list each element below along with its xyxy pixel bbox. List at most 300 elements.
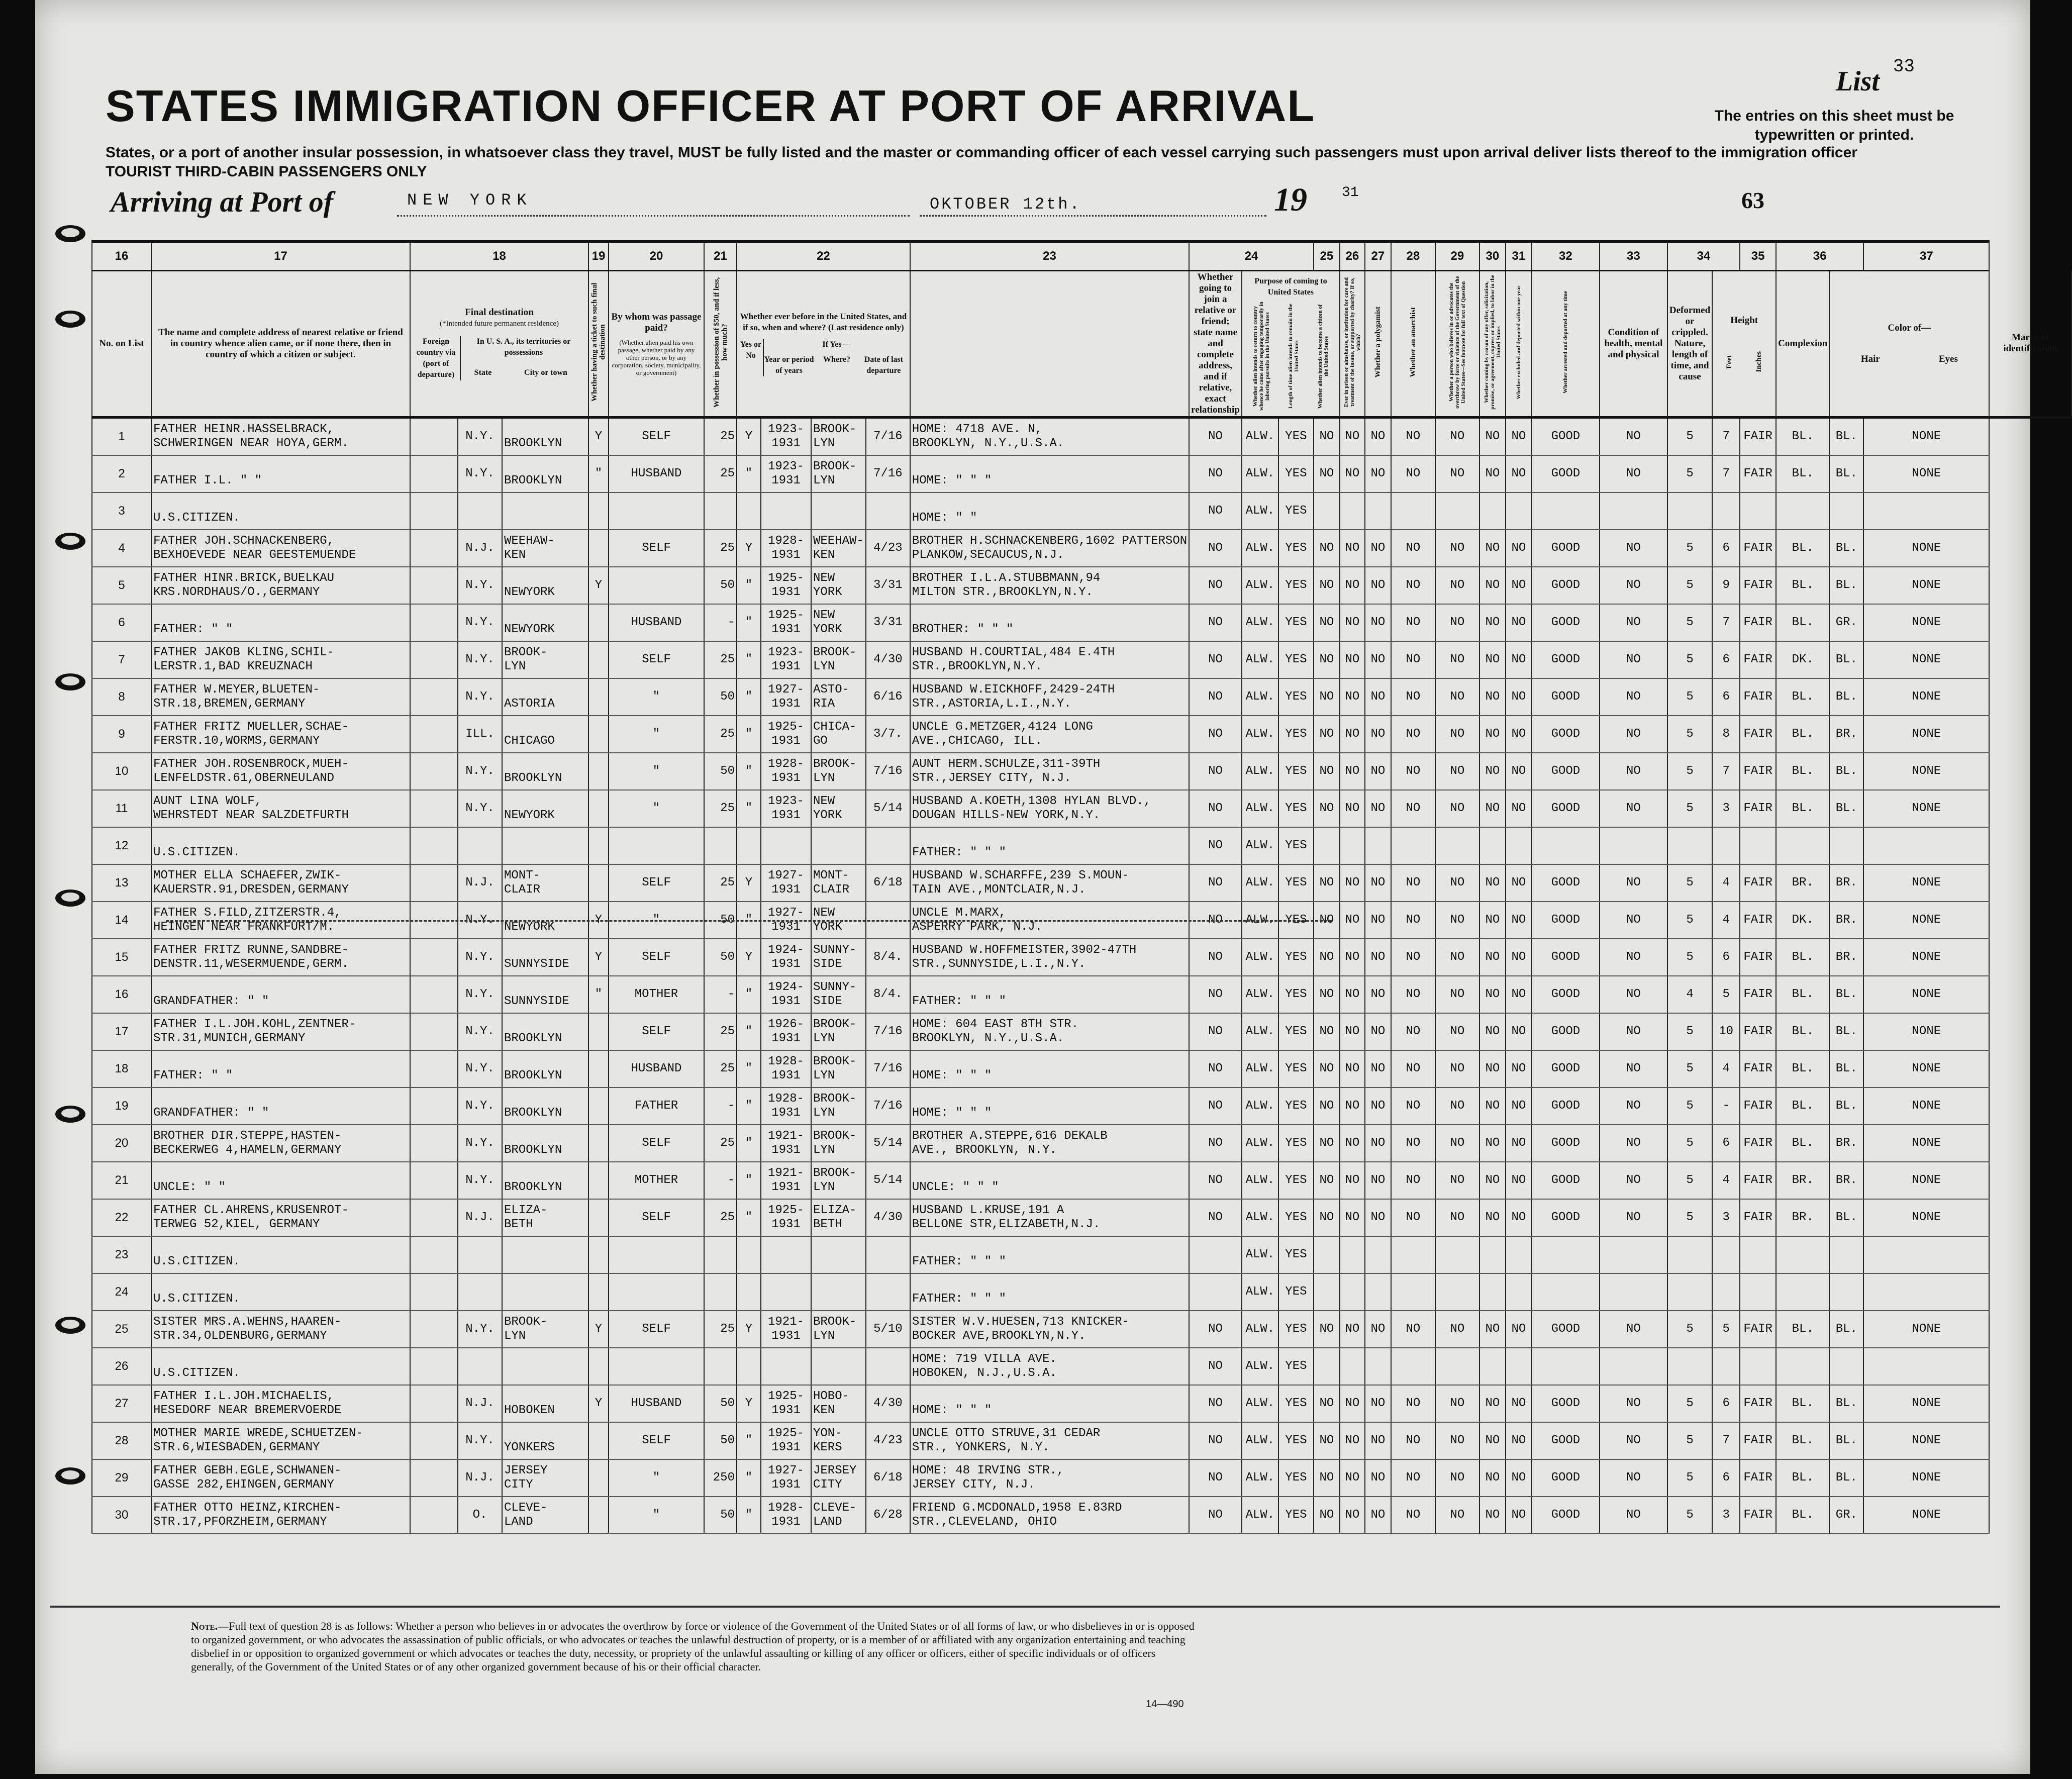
passage-paid-by-cell: FATHER bbox=[609, 1088, 704, 1125]
marks-cell: NONE bbox=[1863, 1050, 1989, 1088]
purpose-citizen-cell: YES bbox=[1278, 1385, 1314, 1422]
year-period-cell bbox=[761, 939, 811, 976]
year-period-line-1: 1923- bbox=[767, 423, 804, 436]
passage-paid-by-cell: " bbox=[609, 678, 704, 716]
year-period-line-1: 1921- bbox=[767, 1166, 804, 1180]
before-yes-no-cell bbox=[737, 1348, 761, 1385]
table-row bbox=[92, 641, 2071, 678]
money-cell: - bbox=[704, 976, 737, 1013]
strike-through-line bbox=[166, 920, 1332, 922]
q29-cell: NO bbox=[1435, 1162, 1479, 1199]
date-departure-cell: 7/16 bbox=[866, 455, 910, 492]
joining-relative-cell bbox=[910, 827, 1189, 864]
date-departure-cell: 5/14 bbox=[866, 790, 910, 827]
marks-cell: NONE bbox=[1863, 1162, 1989, 1199]
year-period-cell bbox=[761, 716, 811, 753]
marks-cell: NONE bbox=[1863, 976, 1989, 1013]
ticket-cell bbox=[588, 1422, 609, 1459]
where-line-2 bbox=[813, 1366, 864, 1380]
where-line-2: KEN bbox=[813, 1404, 835, 1417]
date-departure-cell: 4/30 bbox=[866, 1385, 910, 1422]
city-cell bbox=[502, 1236, 588, 1273]
complexion-cell: FAIR bbox=[1740, 1385, 1776, 1422]
relative-address-line-2: KAUERSTR.91,DRESDEN,GERMANY bbox=[153, 883, 349, 897]
joining-relative-line-2: STR.,BROOKLYN,N.Y. bbox=[912, 660, 1043, 673]
where-cell bbox=[811, 1088, 866, 1125]
state-cell: N.Y. bbox=[458, 455, 502, 492]
purpose-citizen-cell: YES bbox=[1278, 1125, 1314, 1162]
year-period-line-1: 1925- bbox=[767, 609, 804, 622]
before-yes-no-cell: " bbox=[737, 1422, 761, 1459]
table-row bbox=[92, 827, 2071, 864]
height-inches-cell: 7 bbox=[1712, 418, 1740, 456]
ticket-cell bbox=[588, 1236, 609, 1273]
health-cell: GOOD bbox=[1532, 418, 1600, 456]
relative-address-cell bbox=[151, 1013, 410, 1050]
marks-cell bbox=[1863, 1273, 1989, 1311]
row-number-cell: 10 bbox=[92, 753, 151, 790]
height-inches-cell: 4 bbox=[1712, 1050, 1740, 1088]
joining-relative-line-2: HOME: " " " bbox=[912, 1404, 992, 1417]
foreign-country-cell bbox=[410, 1459, 458, 1497]
eyes-cell: BL. bbox=[1829, 1385, 1863, 1422]
foreign-country-cell bbox=[410, 753, 458, 790]
purpose-length-cell: ALW. bbox=[1242, 492, 1278, 530]
hair-cell bbox=[1776, 1348, 1829, 1385]
year-period-line-1: 1924- bbox=[767, 943, 804, 957]
height-label: Height bbox=[1730, 315, 1758, 326]
date-departure-cell: 8/4. bbox=[866, 976, 910, 1013]
foreign-country-cell bbox=[410, 716, 458, 753]
joining-relative-line-2: FATHER: " " " bbox=[912, 995, 1007, 1008]
marks-cell: NONE bbox=[1863, 1125, 1989, 1162]
relative-address-line-2: BECKERWEG 4,HAMELN,GERMANY bbox=[153, 1143, 342, 1157]
state-cell bbox=[458, 1236, 502, 1273]
q29-cell: NO bbox=[1435, 716, 1479, 753]
passage-paid-by-cell: SELF bbox=[609, 1199, 704, 1236]
prison-cell: NO bbox=[1314, 716, 1340, 753]
foreign-country-cell bbox=[410, 1162, 458, 1199]
where-line-2 bbox=[813, 846, 864, 860]
city-cell bbox=[502, 939, 588, 976]
where-line-2: LYN bbox=[813, 437, 835, 450]
q28-cell: NO bbox=[1391, 1199, 1435, 1236]
anarchist-cell: NO bbox=[1365, 1162, 1391, 1199]
header-state: State bbox=[474, 368, 492, 377]
list-label: List bbox=[1835, 66, 1880, 97]
city-cell bbox=[502, 1422, 588, 1459]
state-cell: N.Y. bbox=[458, 678, 502, 716]
joining-relative-cell bbox=[910, 1311, 1189, 1348]
where-line-1: MONT- bbox=[813, 869, 850, 882]
passage-paid-by-cell: SELF bbox=[609, 1013, 704, 1050]
purpose-length-cell: ALW. bbox=[1242, 1050, 1278, 1088]
purpose-length-cell: ALW. bbox=[1242, 939, 1278, 976]
q31-cell: NO bbox=[1506, 604, 1532, 641]
height-feet-cell: 5 bbox=[1667, 864, 1712, 902]
marks-cell: NONE bbox=[1863, 1385, 1989, 1422]
relative-address-cell bbox=[151, 1236, 410, 1273]
eyes-cell: BL. bbox=[1829, 1199, 1863, 1236]
joining-relative-line-1: HOME: 4718 AVE. N, bbox=[912, 423, 1043, 436]
table-row bbox=[92, 1236, 2071, 1273]
city-line-2: BROOKLYN bbox=[504, 1032, 562, 1045]
relative-address-line-1: FATHER W.MEYER,BLUETEN- bbox=[153, 683, 320, 697]
year-period-cell bbox=[761, 418, 811, 456]
foreign-country-cell bbox=[410, 1422, 458, 1459]
year-period-line-1: 1927- bbox=[767, 1464, 804, 1477]
marks-cell: NONE bbox=[1863, 1459, 1989, 1497]
relative-address-line-2: HEINGEN NEAR FRANKFURT/M. bbox=[153, 920, 335, 934]
q30-label: Whether excluded and deported within one year bbox=[1515, 285, 1522, 400]
year-period-cell bbox=[761, 1050, 811, 1088]
where-cell bbox=[811, 641, 866, 678]
passage-paid-by-cell: " bbox=[609, 753, 704, 790]
relative-address-line-1: FATHER I.L.JOH.MICHAELIS, bbox=[153, 1390, 335, 1403]
q29-cell: NO bbox=[1435, 1497, 1479, 1534]
q29-cell: NO bbox=[1435, 1199, 1479, 1236]
joining-relative-line-2: JERSEY CITY, N.J. bbox=[912, 1478, 1035, 1492]
height-inches-cell bbox=[1712, 1273, 1740, 1311]
prison-cell: NO bbox=[1314, 455, 1340, 492]
purpose-return-cell bbox=[1189, 1236, 1242, 1273]
height-inches-cell: 4 bbox=[1712, 864, 1740, 902]
year-period-line-1: 1923- bbox=[767, 460, 804, 473]
health-cell bbox=[1532, 1273, 1600, 1311]
table-row bbox=[92, 1273, 2071, 1311]
where-cell bbox=[811, 1013, 866, 1050]
height-feet-cell: 5 bbox=[1667, 1088, 1712, 1125]
q28-cell: NO bbox=[1391, 530, 1435, 567]
polygamist-cell bbox=[1340, 1236, 1365, 1273]
deformed-cell: NO bbox=[1600, 1050, 1667, 1088]
q29-cell: NO bbox=[1435, 1125, 1479, 1162]
passage-paid-by-cell: SELF bbox=[609, 1311, 704, 1348]
colnum: 37 bbox=[1863, 242, 1989, 271]
height-feet-cell bbox=[1667, 827, 1712, 864]
year-period-line-2 bbox=[763, 511, 809, 525]
marks-cell: NONE bbox=[1863, 716, 1989, 753]
relative-address-line-1: FATHER JAKOB KLING,SCHIL- bbox=[153, 646, 335, 659]
passage-paid-by-cell: MOTHER bbox=[609, 976, 704, 1013]
passage-paid-by-cell: MOTHER bbox=[609, 1162, 704, 1199]
state-cell: N.Y. bbox=[458, 418, 502, 456]
q28-cell bbox=[1391, 1236, 1435, 1273]
polygamist-cell bbox=[1340, 1273, 1365, 1311]
q29-cell bbox=[1435, 492, 1479, 530]
relative-address-line-1 bbox=[153, 980, 408, 995]
health-cell: GOOD bbox=[1532, 1162, 1600, 1199]
purpose-return-cell: NO bbox=[1189, 827, 1242, 864]
relative-address-line-1 bbox=[153, 609, 408, 623]
q28-cell: NO bbox=[1391, 1125, 1435, 1162]
year-period-cell bbox=[761, 678, 811, 716]
prison-cell: NO bbox=[1314, 418, 1340, 456]
passage-paid-by-cell: HUSBAND bbox=[609, 604, 704, 641]
year-period-line-2: 1931 bbox=[771, 1106, 801, 1120]
prison-cell: NO bbox=[1314, 1125, 1340, 1162]
header-in-usa: In U. S. A., its territories or possessions bbox=[476, 337, 571, 357]
relative-address-line-1 bbox=[153, 1278, 408, 1292]
where-line-1: CHICA- bbox=[813, 720, 857, 734]
purpose-length-cell: ALW. bbox=[1242, 1385, 1278, 1422]
year-period-line-2: 1931 bbox=[771, 548, 801, 562]
relative-address-line-2: U.S.CITIZEN. bbox=[153, 511, 240, 525]
where-line-1: BROOK- bbox=[813, 757, 857, 771]
relative-address-line-2: STR.17,PFORZHEIM,GERMANY bbox=[153, 1515, 327, 1529]
q29-cell: NO bbox=[1435, 641, 1479, 678]
joining-relative-line-2: HOME: " " " bbox=[912, 1106, 992, 1120]
before-yes-no-cell: Y bbox=[737, 864, 761, 902]
relative-address-line-1: AUNT LINA WOLF, bbox=[153, 795, 262, 808]
foreign-country-cell bbox=[410, 864, 458, 902]
joining-relative-cell bbox=[910, 864, 1189, 902]
ticket-cell bbox=[588, 1050, 609, 1088]
year-period-line-1 bbox=[763, 497, 809, 511]
purpose-return-cell: NO bbox=[1189, 1125, 1242, 1162]
marks-cell: NONE bbox=[1863, 641, 1989, 678]
health-cell: GOOD bbox=[1532, 1088, 1600, 1125]
eyes-cell: GR. bbox=[1829, 1497, 1863, 1534]
marks-cell: NONE bbox=[1863, 678, 1989, 716]
date-departure-cell: 6/28 bbox=[866, 1497, 910, 1534]
where-line-2: LYN bbox=[813, 1180, 835, 1194]
prison-cell: NO bbox=[1314, 902, 1340, 939]
joining-relative-line-1 bbox=[912, 832, 1187, 846]
where-cell bbox=[811, 492, 866, 530]
foreign-country-cell bbox=[410, 976, 458, 1013]
state-cell: N.J. bbox=[458, 1385, 502, 1422]
q29-cell: NO bbox=[1435, 1422, 1479, 1459]
height-inches-cell: 3 bbox=[1712, 1497, 1740, 1534]
column-number-row bbox=[92, 242, 2071, 271]
height-feet-cell bbox=[1667, 1273, 1712, 1311]
prison-cell bbox=[1314, 1348, 1340, 1385]
row-number-cell: 27 bbox=[92, 1385, 151, 1422]
purpose-length-cell: ALW. bbox=[1242, 1162, 1278, 1199]
table-row bbox=[92, 1125, 2071, 1162]
colnum: 36 bbox=[1776, 242, 1863, 271]
joining-relative-line-2: BROTHER: " " " bbox=[912, 623, 1014, 636]
city-cell bbox=[502, 567, 588, 604]
year-period-line-2: 1931 bbox=[771, 585, 801, 599]
passage-paid-by-cell bbox=[609, 1236, 704, 1273]
city-line-1 bbox=[504, 757, 586, 771]
q30-cell bbox=[1479, 492, 1506, 530]
relative-address-line-1: FATHER HEINR.HASSELBRACK, bbox=[153, 423, 335, 436]
where-line-2: LYN bbox=[813, 1032, 835, 1045]
foreign-country-cell bbox=[410, 827, 458, 864]
purpose-length-cell: ALW. bbox=[1242, 790, 1278, 827]
where-line-1: BROOK- bbox=[813, 1018, 857, 1031]
eyes-cell: BR. bbox=[1829, 716, 1863, 753]
year-period-line-1: 1928- bbox=[767, 1055, 804, 1068]
year-period-line-2: 1931 bbox=[771, 1329, 801, 1343]
purpose-return-cell: NO bbox=[1189, 790, 1242, 827]
where-cell bbox=[811, 1311, 866, 1348]
city-cell bbox=[502, 641, 588, 678]
eyes-cell: BR. bbox=[1829, 939, 1863, 976]
table-row bbox=[92, 716, 2071, 753]
q29-cell: NO bbox=[1435, 1459, 1479, 1497]
colnum: 22 bbox=[737, 242, 910, 271]
height-feet-cell: 5 bbox=[1667, 604, 1712, 641]
deformed-cell: NO bbox=[1600, 939, 1667, 976]
state-cell bbox=[458, 827, 502, 864]
purpose-citizen-cell: YES bbox=[1278, 1459, 1314, 1497]
city-line-1 bbox=[504, 1129, 586, 1143]
relative-address-cell bbox=[151, 1385, 410, 1422]
state-cell: N.Y. bbox=[458, 1050, 502, 1088]
where-line-2: KERS bbox=[813, 1441, 842, 1454]
hair-cell: BL. bbox=[1776, 753, 1829, 790]
eyes-cell: BL. bbox=[1829, 567, 1863, 604]
money-cell bbox=[704, 1348, 737, 1385]
city-cell bbox=[502, 1348, 588, 1385]
height-feet-cell: 5 bbox=[1667, 1199, 1712, 1236]
health-cell: GOOD bbox=[1532, 1497, 1600, 1534]
joining-relative-line-2: ASPERRY PARK, N.J. bbox=[912, 920, 1043, 934]
table-row bbox=[92, 678, 2071, 716]
relative-address-line-2: KRS.NORDHAUS/O.,GERMANY bbox=[153, 585, 320, 599]
q31-cell: NO bbox=[1506, 976, 1532, 1013]
city-line-2: CHICAGO bbox=[504, 734, 555, 748]
relative-address-cell bbox=[151, 1088, 410, 1125]
colnum: 30 bbox=[1479, 242, 1506, 271]
city-line-1: BROOK- bbox=[504, 1315, 548, 1329]
foreign-country-cell bbox=[410, 1050, 458, 1088]
city-line-2: BROOKLYN bbox=[504, 771, 562, 785]
deformed-cell bbox=[1600, 1348, 1667, 1385]
city-line-1 bbox=[504, 1092, 586, 1106]
state-cell: N.Y. bbox=[458, 939, 502, 976]
anarchist-cell: NO bbox=[1365, 1013, 1391, 1050]
city-cell bbox=[502, 716, 588, 753]
year-period-cell bbox=[761, 1459, 811, 1497]
health-cell bbox=[1532, 1236, 1600, 1273]
where-line-2: LYN bbox=[813, 660, 835, 673]
state-cell: N.J. bbox=[458, 530, 502, 567]
deformed-cell: NO bbox=[1600, 641, 1667, 678]
purpose-citizen-cell: YES bbox=[1278, 1497, 1314, 1534]
row-number-cell: 23 bbox=[92, 1236, 151, 1273]
year-period-line-2: 1931 bbox=[771, 1404, 801, 1417]
city-cell bbox=[502, 530, 588, 567]
header-purpose bbox=[1242, 271, 1340, 418]
header-year-period: Year or period of years bbox=[764, 355, 814, 375]
header-yes-no: Yes or No bbox=[740, 340, 762, 360]
colnum: 23 bbox=[910, 242, 1189, 271]
relative-address-cell bbox=[151, 1459, 410, 1497]
deformed-cell: NO bbox=[1600, 902, 1667, 939]
table-row bbox=[92, 1311, 2071, 1348]
year-period-line-2: 1931 bbox=[771, 957, 801, 971]
polygamist-cell: NO bbox=[1340, 1013, 1365, 1050]
foreign-country-cell bbox=[410, 1088, 458, 1125]
state-cell: N.Y. bbox=[458, 641, 502, 678]
year-period-line-2: 1931 bbox=[771, 660, 801, 673]
q28-cell: NO bbox=[1391, 753, 1435, 790]
ticket-cell bbox=[588, 790, 609, 827]
table-row bbox=[92, 1385, 2071, 1422]
marks-cell: NONE bbox=[1863, 1088, 1989, 1125]
year-period-line-1: 1927- bbox=[767, 683, 804, 697]
before-yes-no-cell: " bbox=[737, 753, 761, 790]
passage-paid-by-cell: " bbox=[609, 1497, 704, 1534]
polygamist-label: Whether a polygamist bbox=[1373, 307, 1382, 378]
purpose-length-cell: ALW. bbox=[1242, 678, 1278, 716]
state-cell: N.Y. bbox=[458, 1088, 502, 1125]
year-period-line-1: 1928- bbox=[767, 757, 804, 771]
polygamist-cell bbox=[1340, 492, 1365, 530]
polygamist-cell: NO bbox=[1340, 753, 1365, 790]
q31-cell: NO bbox=[1506, 939, 1532, 976]
table-row bbox=[92, 1422, 2071, 1459]
q30-cell: NO bbox=[1479, 864, 1506, 902]
where-line-1: ASTO- bbox=[813, 683, 850, 697]
hair-cell: BL. bbox=[1776, 1385, 1829, 1422]
q31-cell: NO bbox=[1506, 1125, 1532, 1162]
column-header-row bbox=[92, 271, 2071, 418]
purpose-length-cell: ALW. bbox=[1242, 455, 1278, 492]
joining-relative-line-2: UNCLE: " " " bbox=[912, 1180, 999, 1194]
relative-address-line-2: STR.18,BREMEN,GERMANY bbox=[153, 697, 306, 711]
header-final-destination bbox=[410, 271, 588, 418]
header-deformed: Deformed or crippled. Nature, length of time, and cause bbox=[1667, 271, 1712, 418]
city-line-1: CLEVE- bbox=[504, 1501, 548, 1515]
q29-label: Whether coming by reason of any offer, solicitation, promise, or agreement, express or implied, to labor in the United States bbox=[1483, 274, 1502, 410]
foreign-country-cell bbox=[410, 790, 458, 827]
anarchist-cell bbox=[1365, 1348, 1391, 1385]
where-line-2: LAND bbox=[813, 1515, 842, 1529]
year-period-line-1: 1925- bbox=[767, 1204, 804, 1217]
row-number-cell: 20 bbox=[92, 1125, 151, 1162]
q31-cell: NO bbox=[1506, 1459, 1532, 1497]
city-cell bbox=[502, 678, 588, 716]
prison-cell bbox=[1314, 827, 1340, 864]
city-cell bbox=[502, 753, 588, 790]
year-period-line-2: 1931 bbox=[771, 995, 801, 1008]
q31-cell: NO bbox=[1506, 753, 1532, 790]
relative-address-line-1: FATHER JOH.SCHNACKENBERG, bbox=[153, 534, 335, 548]
year-period-line-2: 1931 bbox=[771, 623, 801, 636]
complexion-cell: FAIR bbox=[1740, 902, 1776, 939]
prison-cell: NO bbox=[1314, 939, 1340, 976]
deformed-cell bbox=[1600, 1273, 1667, 1311]
anarchist-cell: NO bbox=[1365, 418, 1391, 456]
joining-relative-line-2: STR.,ASTORIA,L.I.,N.Y. bbox=[912, 697, 1071, 711]
purpose-citizen-cell: YES bbox=[1278, 1422, 1314, 1459]
q31-cell: NO bbox=[1506, 1050, 1532, 1088]
ticket-cell: Y bbox=[588, 567, 609, 604]
table-row bbox=[92, 1050, 2071, 1088]
q28-cell: NO bbox=[1391, 939, 1435, 976]
where-line-1: JERSEY bbox=[813, 1464, 857, 1477]
complexion-cell: FAIR bbox=[1740, 530, 1776, 567]
q30-cell: NO bbox=[1479, 418, 1506, 456]
eyes-cell: BL. bbox=[1829, 790, 1863, 827]
complexion-cell: FAIR bbox=[1740, 678, 1776, 716]
q30-cell: NO bbox=[1479, 530, 1506, 567]
year-period-line-2: 1931 bbox=[771, 883, 801, 897]
q29-cell: NO bbox=[1435, 1088, 1479, 1125]
purpose-return-cell: NO bbox=[1189, 678, 1242, 716]
city-cell bbox=[502, 1273, 588, 1311]
q30-cell: NO bbox=[1479, 939, 1506, 976]
complexion-cell: FAIR bbox=[1740, 753, 1776, 790]
health-cell: GOOD bbox=[1532, 1422, 1600, 1459]
ticket-cell bbox=[588, 1497, 609, 1534]
